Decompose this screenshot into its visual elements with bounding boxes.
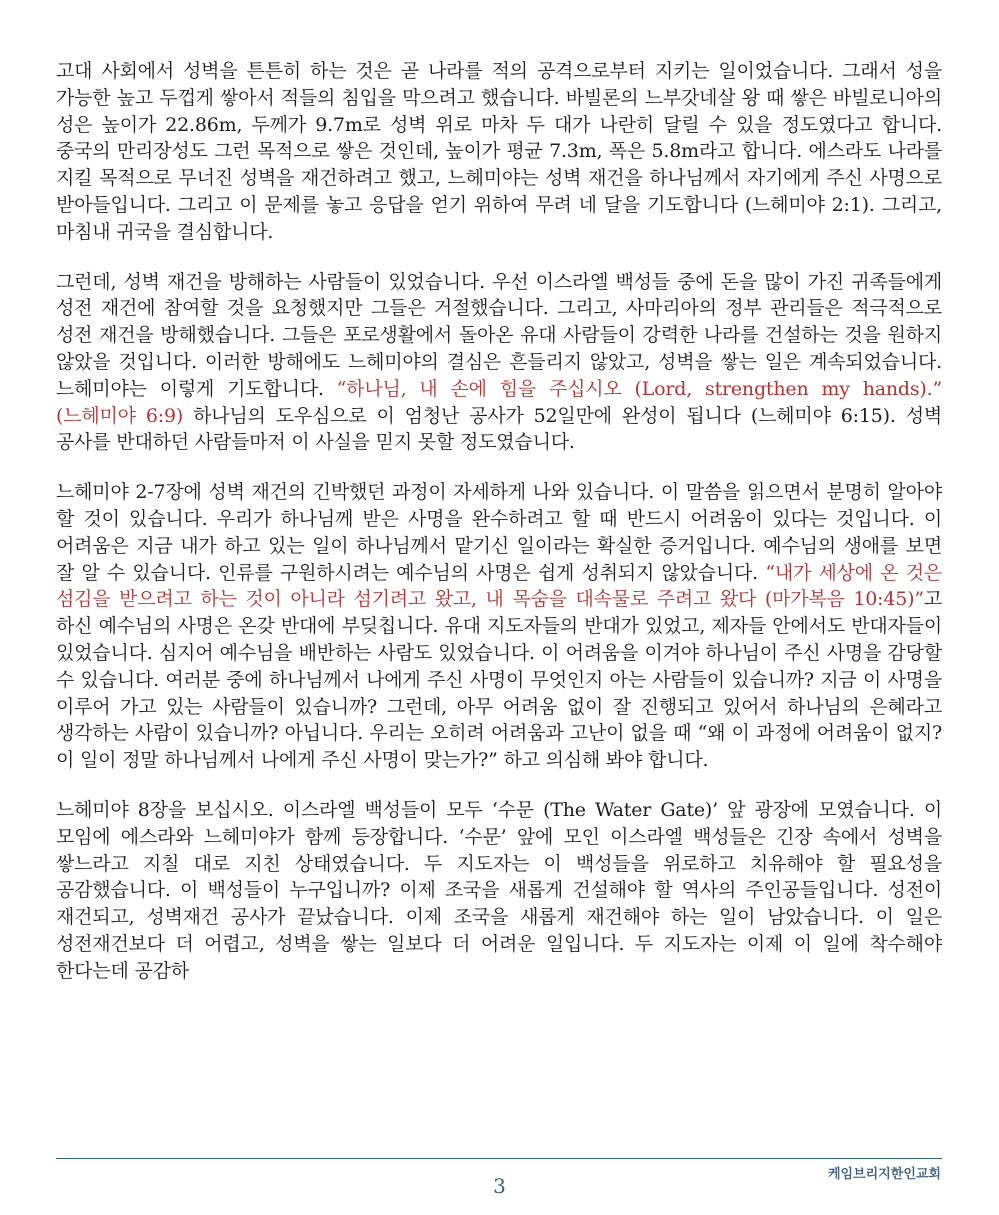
church-name: 케임브리지한인교회 xyxy=(827,1167,941,1182)
scripture-quote: “내가 세상에 온 것은 섬김을 받으려고 하는 것이 아니라 섬기려고 왔고, 내 목숨을 대속물로 주려고 왔다 (마가복음 10:45)” xyxy=(56,561,943,611)
page-body xyxy=(56,58,942,1008)
paragraph-text: 하나님의 도우심으로 이 엄청난 공사가 52일만에 완성이 됩니다 (느헤미야 6:15). 성벽 공사를 반대하던 사람들마저 이 사실을 믿지 못할 정도였습니다. xyxy=(56,404,942,454)
paragraph-4 xyxy=(56,797,942,985)
footer-divider xyxy=(56,1158,942,1159)
paragraph-3 xyxy=(56,479,942,774)
paragraph-text: 그런데, 성벽 재건을 방해하는 사람들이 있었습니다. 우선 이스라엘 백성들 중에 돈을 많이 가진 귀족들에게 성전 재건에 참여할 것을 요청했지만 그들은 거절했습니다. 그리고, 사마리아의 정부 관리들은 적극적으로 성전 재건을 방해했습니다. 그들은 포로생활에서 돌아온 유대 사람들이 강력한 나라를 건설하는 것을 원하지 않았을 것입니다. 이러한 방해에도 느헤미야의 결심은 흔들리지 않았고, 성벽을 쌓는 일은 계속되었습니다. 느헤미야는 이렇게 기도합니다. xyxy=(56,270,942,400)
paragraph-text: 느헤미야 2-7장에 성벽 재건의 긴박했던 과정이 자세하게 나와 있습니다. 이 말씀을 읽으면서 분명히 알아야 할 것이 있습니다. 우리가 하나님께 받은 사명을 완수하려고 할 때 반드시 어려움이 있다는 것입니다. 이 어려움은 지금 내가 하고 있는 일이 하나님께서 맡기신 일이라는 확실한 증거입니다. 예수님의 생애를 보면 잘 알 수 있습니다. 인류를 구원하시려는 예수님의 사명은 쉽게 성취되지 않았습니다. xyxy=(56,481,942,584)
paragraph-2 xyxy=(56,269,942,457)
paragraph-text: 고대 사회에서 성벽을 튼튼히 하는 것은 곧 나라를 적의 공격으로부터 지키는 일이었습니다. 그래서 성을 가능한 높고 두껍게 쌓아서 적들의 침입을 막으려고 했습니다. 바빌론의 느부갓네살 왕 때 쌓은 바빌로니아의 성은 높이가 22.86m, 두께가 9.7m로 성벽 위로 마차 두 대가 나란히 달릴 수 있을 정도였다고 합니다. 중국의 만리장성도 그런 목적으로 쌓은 것인데, 높이가 평균 7.3m, 폭은 5.8m라고 합니다. 에스라도 나라를 지킬 목적으로 무너진 성벽을 재건하려고 했고, 느헤미야는 성벽 재건을 하나님께서 자기에게 주신 사명으로 받아들입니다. 그리고 이 문제를 놓고 응답을 얻기 위하여 무려 네 달을 기도합니다 (느헤미야 2:1). 그리고, 마침내 귀국을 결심합니다. xyxy=(56,60,942,243)
paragraph-1 xyxy=(56,58,942,246)
scripture-quote: “하나님, 내 손에 힘을 주십시오 (Lord, strengthen my hands).” (느헤미야 6:9) xyxy=(56,377,942,427)
paragraph-text: 느헤미야 8장을 보십시오. 이스라엘 백성들이 모두 ‘수문 (The Water Gate)’ 앞 광장에 모였습니다. 이 모임에 에스라와 느헤미야가 함께 등장합니다. ‘수문’ 앞에 모인 이스라엘 백성들은 긴장 속에서 성벽을 쌓느라고 지칠 대로 지친 상태였습니다. 두 지도자는 이 백성들을 위로하고 치유해야 할 필요성을 공감했습니다. 이 백성들이 누구입니까? 이제 조국을 새롭게 건설해야 할 역사의 주인공들입니다. 성전이 재건되고, 성벽재건 공사가 끝났습니다. 이제 조국을 새롭게 재건해야 하는 일이 남았습니다. 이 일은 성전재건보다 더 어렵고, 성벽을 쌓는 일보다 더 어려운 일입니다. 두 지도자는 이제 이 일에 착수해야 한다는데 공감하 xyxy=(56,798,942,982)
page-number: 3 xyxy=(493,1174,506,1198)
paragraph-text: 고 하신 예수님의 사명은 온갖 반대에 부딪칩니다. 유대 지도자들의 반대가 있었고, 제자들 안에서도 반대자들이 있었습니다. 심지어 예수님을 배반하는 사람도 있었습니다. 이 어려움을 이겨야 하나님이 주신 사명을 감당할 수 있습니다. 여러분 중에 하나님께서 나에게 주신 사명이 무엇인지 아는 사람들이 있습니까? 지금 이 사명을 이루어 가고 있는 사람들이 있습니까? 그런데, 아무 어려움 없이 잘 진행되고 있어서 하나님의 은혜라고 생각하는 사람이 있습니까? 아닙니다. 우리는 오히려 어려움과 고난이 없을 때 “왜 이 과정에 어려움이 없지? 이 일이 정말 하나님께서 나에게 주신 사명이 맞는가?” 하고 의심해 봐야 합니다. xyxy=(56,588,942,772)
